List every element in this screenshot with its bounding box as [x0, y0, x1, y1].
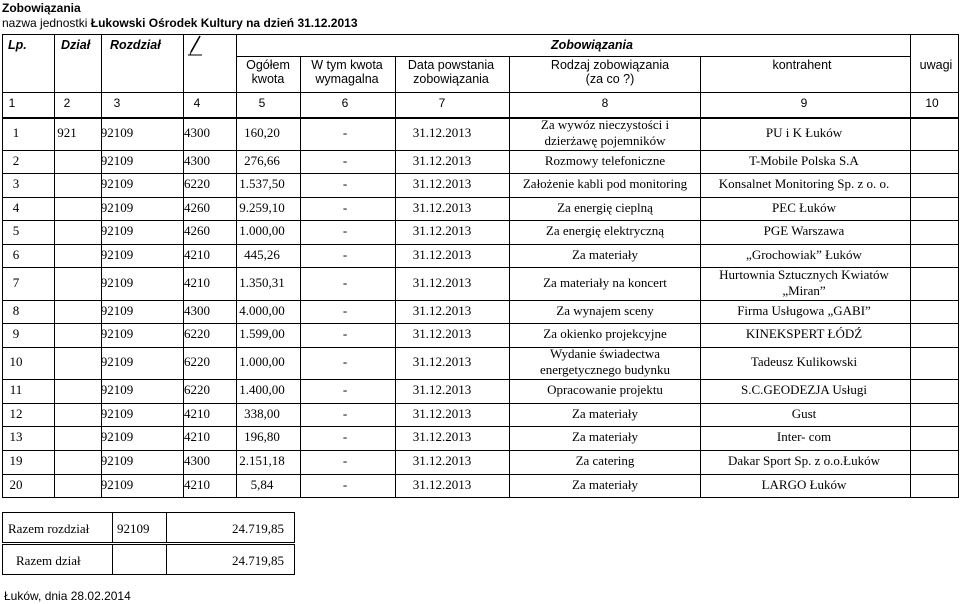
row-kontrahent: Firma Usługowa „GABI” — [737, 302, 871, 318]
grid-line-h — [2, 300, 958, 301]
row-lp: 8 — [12, 302, 20, 318]
row-data: 31.12.2013 — [412, 246, 472, 262]
row-lp: 2 — [12, 152, 20, 168]
grid-line-v — [910, 34, 911, 497]
razem-dzial-label: Razem dział — [16, 553, 81, 568]
grid-line-h — [2, 347, 958, 348]
grid-line-v — [294, 512, 295, 543]
grid-line-h — [2, 220, 958, 221]
row-data: 31.12.2013 — [412, 476, 472, 492]
row-kwota: 5,84 — [250, 476, 274, 492]
row-data: 31.12.2013 — [412, 429, 472, 444]
page-title: Zobowiązania — [2, 1, 81, 15]
row-kwota: 1.537,50 — [239, 176, 285, 191]
row-kwota: 445,26 — [244, 246, 280, 262]
row-rodzaj: Wydanie świadectwa — [549, 346, 661, 361]
row-kontrahent: PEC Łuków — [772, 199, 836, 215]
row-rozdzial: 92109 — [100, 199, 134, 215]
row-rodzaj: Za materiały na koncert — [543, 274, 667, 290]
row-kwota: 276,66 — [244, 152, 280, 168]
row-rozdzial: 92109 — [100, 354, 134, 369]
row-lp: 5 — [12, 223, 20, 238]
subtitle-prefix: nazwa jednostki — [2, 16, 88, 30]
row-rozdzial: 92109 — [100, 274, 134, 290]
header-wtym — [302, 58, 392, 87]
header-dzial: Dział — [61, 38, 91, 52]
row-paragraf: 4300 — [184, 302, 210, 318]
header-data-line1: Data powstania — [407, 58, 495, 72]
row-wymagalna: - — [342, 152, 348, 168]
row-kontrahent: LARGO Łuków — [761, 476, 847, 492]
grid-line-v — [958, 34, 959, 498]
grid-line-h — [2, 173, 958, 174]
row-lp: 3 — [12, 176, 20, 191]
header-rodzaj — [525, 58, 695, 87]
row-wymagalna: - — [342, 453, 348, 468]
grid-line-v — [54, 34, 55, 497]
row-rodzaj: Za catering — [575, 453, 635, 468]
grid-line-v — [2, 512, 3, 543]
row-lp: 1 — [12, 125, 20, 140]
row-rozdzial: 92109 — [100, 302, 134, 318]
row-wymagalna: - — [342, 476, 348, 492]
row-rozdzial: 92109 — [100, 382, 134, 397]
row-paragraf: 4260 — [184, 199, 210, 215]
razem-rozdzial-label: Razem rozdział — [8, 521, 90, 536]
row-kwota: 9.259,10 — [239, 199, 285, 215]
column-number: 8 — [601, 96, 609, 110]
razem-dzial-value: 24.719,85 — [232, 553, 284, 568]
header-zobowiazania: Zobowiązania — [551, 38, 633, 52]
row-kwota: 1.000,00 — [239, 354, 285, 369]
grid-line-v — [2, 544, 3, 575]
row-kwota: 1.599,00 — [239, 326, 285, 341]
row-lp: 6 — [12, 246, 20, 262]
row-wymagalna: - — [342, 302, 348, 318]
row-wymagalna: - — [342, 199, 348, 215]
grid-line-h — [2, 323, 958, 324]
row-paragraf: 4210 — [184, 405, 210, 421]
header-rodzaj-line2: (za co ?) — [585, 72, 635, 87]
column-number: 1 — [8, 96, 16, 110]
column-number: 10 — [925, 96, 939, 110]
column-number: 3 — [113, 96, 121, 110]
row-rozdzial: 92109 — [100, 476, 134, 492]
grid-line-v — [166, 512, 167, 543]
grid-line-h — [2, 544, 294, 545]
row-wymagalna: - — [342, 405, 348, 421]
row-lp: 19 — [9, 453, 23, 468]
row-paragraf: 4210 — [184, 274, 210, 290]
row-kwota: 4.000,00 — [239, 302, 285, 318]
header-ogolem — [238, 58, 298, 87]
row-rozdzial: 92109 — [100, 429, 134, 444]
pen-icon — [188, 34, 202, 56]
row-rozdzial: 92109 — [100, 152, 134, 168]
column-number: 4 — [193, 96, 201, 110]
row-lp: 7 — [12, 274, 20, 290]
row-kontrahent: PU i K Łuków — [765, 125, 843, 140]
grid-line-h — [236, 56, 910, 57]
header-uwagi: uwagi — [919, 58, 953, 72]
row-wymagalna: - — [342, 176, 348, 191]
row-data: 31.12.2013 — [412, 354, 472, 369]
row-kontrahent: PGE Warszawa — [763, 223, 845, 238]
row-rodzaj: Rozmowy telefoniczne — [544, 152, 666, 168]
row-data: 31.12.2013 — [412, 382, 472, 397]
header-rodzaj-line1: Rodzaj zobowiązania — [550, 58, 670, 72]
row-rodzaj: Za materiały — [571, 429, 639, 444]
column-number: 2 — [63, 96, 71, 110]
row-data: 31.12.2013 — [412, 405, 472, 421]
row-dzial: 921 — [57, 125, 77, 140]
row-rodzaj: Za wywóz nieczystości i — [540, 117, 670, 132]
grid-line-h — [2, 403, 958, 404]
row-rozdzial: 92109 — [100, 176, 134, 191]
row-kontrahent-line2: „Miran” — [782, 282, 826, 298]
row-lp: 4 — [12, 199, 20, 215]
row-kwota: 338,00 — [244, 405, 280, 421]
row-rozdzial: 92109 — [100, 223, 134, 238]
row-data: 31.12.2013 — [412, 199, 472, 215]
row-rozdzial: 92109 — [100, 453, 134, 468]
row-data: 31.12.2013 — [412, 125, 472, 140]
row-rodzaj: Za energię elektryczną — [545, 223, 665, 238]
row-rodzaj: Za okienko projekcyjne — [543, 326, 667, 341]
subtitle-unit: Łukowski Ośrodek Kultury na dzień 31.12.2013 — [90, 16, 358, 30]
row-paragraf: 4300 — [184, 152, 210, 168]
row-data: 31.12.2013 — [412, 152, 472, 168]
header-wtym-line1: W tym kwota — [311, 58, 383, 72]
row-kwota: 2.151,18 — [239, 453, 285, 468]
row-paragraf: 6220 — [184, 326, 210, 341]
row-lp: 10 — [9, 354, 23, 369]
row-kwota: 1.400,00 — [239, 382, 285, 397]
row-kwota: 196,80 — [244, 429, 280, 444]
row-paragraf: 6220 — [184, 176, 210, 191]
grid-line-v — [101, 34, 102, 497]
grid-line-v — [294, 544, 295, 575]
row-kwota: 1.000,00 — [239, 223, 285, 238]
row-paragraf: 4210 — [184, 476, 210, 492]
row-kontrahent: Tadeusz Kulikowski — [750, 354, 858, 369]
row-data: 31.12.2013 — [412, 326, 472, 341]
row-wymagalna: - — [342, 125, 348, 140]
row-paragraf: 4300 — [184, 125, 210, 140]
grid-line-h — [2, 150, 958, 151]
row-rozdzial: 92109 — [100, 246, 134, 262]
row-lp: 12 — [9, 405, 23, 421]
header-ogolem-line2: kwota — [251, 72, 285, 87]
header-data — [396, 58, 506, 87]
row-rozdzial: 92109 — [100, 125, 134, 140]
grid-line-v — [112, 512, 113, 543]
grid-line-h — [2, 497, 958, 498]
grid-line-h — [2, 34, 958, 35]
row-kwota: 160,20 — [244, 125, 280, 140]
row-paragraf: 6220 — [184, 382, 210, 397]
row-rodzaj: Za materiały — [571, 405, 639, 421]
row-wymagalna: - — [342, 223, 348, 238]
row-kontrahent: „Grochowiak” Łuków — [746, 246, 862, 262]
row-data: 31.12.2013 — [412, 176, 472, 191]
row-rodzaj-line2: energetycznego budynku — [539, 362, 671, 377]
column-number: 7 — [438, 96, 446, 110]
row-kontrahent: KINEKSPERT ŁÓDŹ — [745, 326, 863, 341]
row-data: 31.12.2013 — [412, 274, 472, 290]
row-kontrahent: Dakar Sport Sp. z o.o.Łuków — [727, 453, 880, 468]
header-lp: Lp. — [8, 38, 27, 52]
column-number: 6 — [341, 96, 349, 110]
grid-line-h — [2, 379, 958, 380]
header-data-line2: zobowiązania — [413, 72, 489, 87]
row-lp: 9 — [12, 326, 20, 341]
header-ogolem-line1: Ogółem — [246, 58, 290, 72]
row-wymagalna: - — [342, 326, 348, 341]
grid-line-v — [236, 34, 237, 497]
row-kontrahent: Gust — [791, 405, 817, 421]
page-subtitle — [2, 17, 358, 31]
row-data: 31.12.2013 — [412, 223, 472, 238]
row-rodzaj: Za materiały — [571, 476, 639, 492]
column-number: 5 — [258, 96, 266, 110]
row-paragraf: 4210 — [184, 246, 210, 262]
grid-line-h — [2, 118, 958, 119]
footer-date: Łuków, dnia 28.02.2014 — [4, 589, 131, 603]
row-rodzaj: Za wynajem sceny — [556, 302, 654, 318]
row-kontrahent: Konsalnet Monitoring Sp. z o. o. — [718, 176, 890, 191]
row-data: 31.12.2013 — [412, 453, 472, 468]
row-rodzaj: Założenie kabli pod monitoring — [522, 176, 688, 191]
row-lp: 20 — [9, 476, 23, 492]
grid-line-h — [2, 450, 958, 451]
row-paragraf: 4300 — [184, 453, 210, 468]
row-lp: 13 — [9, 429, 23, 444]
grid-line-v — [166, 544, 167, 575]
row-kontrahent: T-Mobile Polska S.A — [749, 152, 859, 168]
row-wymagalna: - — [342, 274, 348, 290]
grid-line-h — [2, 244, 958, 245]
row-data: 31.12.2013 — [412, 302, 472, 318]
row-kontrahent: Hurtownia Sztucznych Kwiatów — [719, 266, 889, 282]
grid-line-v — [112, 544, 113, 575]
grid-line-h — [2, 474, 958, 475]
row-wymagalna: - — [342, 246, 348, 262]
row-wymagalna: - — [342, 429, 348, 444]
row-rodzaj-line2: dzierżawę pojemników — [544, 133, 666, 148]
grid-line-h — [2, 426, 958, 427]
row-wymagalna: - — [342, 382, 348, 397]
grid-line-h — [2, 92, 958, 93]
grid-line-h — [2, 197, 958, 198]
row-kwota: 1.350,31 — [239, 274, 285, 290]
row-rozdzial: 92109 — [100, 326, 134, 341]
header-kontrahent: kontrahent — [772, 58, 832, 72]
header-rozdzial: Rozdział — [110, 38, 161, 52]
header-wtym-line2: wymagalna — [315, 72, 379, 87]
razem-rozdzial-code: 92109 — [117, 521, 150, 536]
row-lp: 11 — [9, 382, 23, 397]
row-kontrahent: Inter- com — [776, 429, 832, 444]
row-paragraf: 4210 — [184, 429, 210, 444]
row-kontrahent: S.C.GEODEZJA Usługi — [740, 382, 868, 397]
grid-line-h — [2, 512, 294, 513]
row-paragraf: 4260 — [184, 223, 210, 238]
grid-line-h — [2, 574, 294, 575]
row-rodzaj: Za materiały — [571, 246, 639, 262]
row-wymagalna: - — [342, 354, 348, 369]
row-rodzaj: Za energię cieplną — [557, 199, 653, 215]
column-number: 9 — [800, 96, 808, 110]
row-rozdzial: 92109 — [100, 405, 134, 421]
grid-line-v — [183, 34, 184, 497]
razem-rozdzial-value: 24.719,85 — [232, 521, 284, 536]
grid-line-h — [2, 542, 294, 543]
row-rodzaj: Opracowanie projektu — [547, 382, 663, 397]
row-paragraf: 6220 — [184, 354, 210, 369]
